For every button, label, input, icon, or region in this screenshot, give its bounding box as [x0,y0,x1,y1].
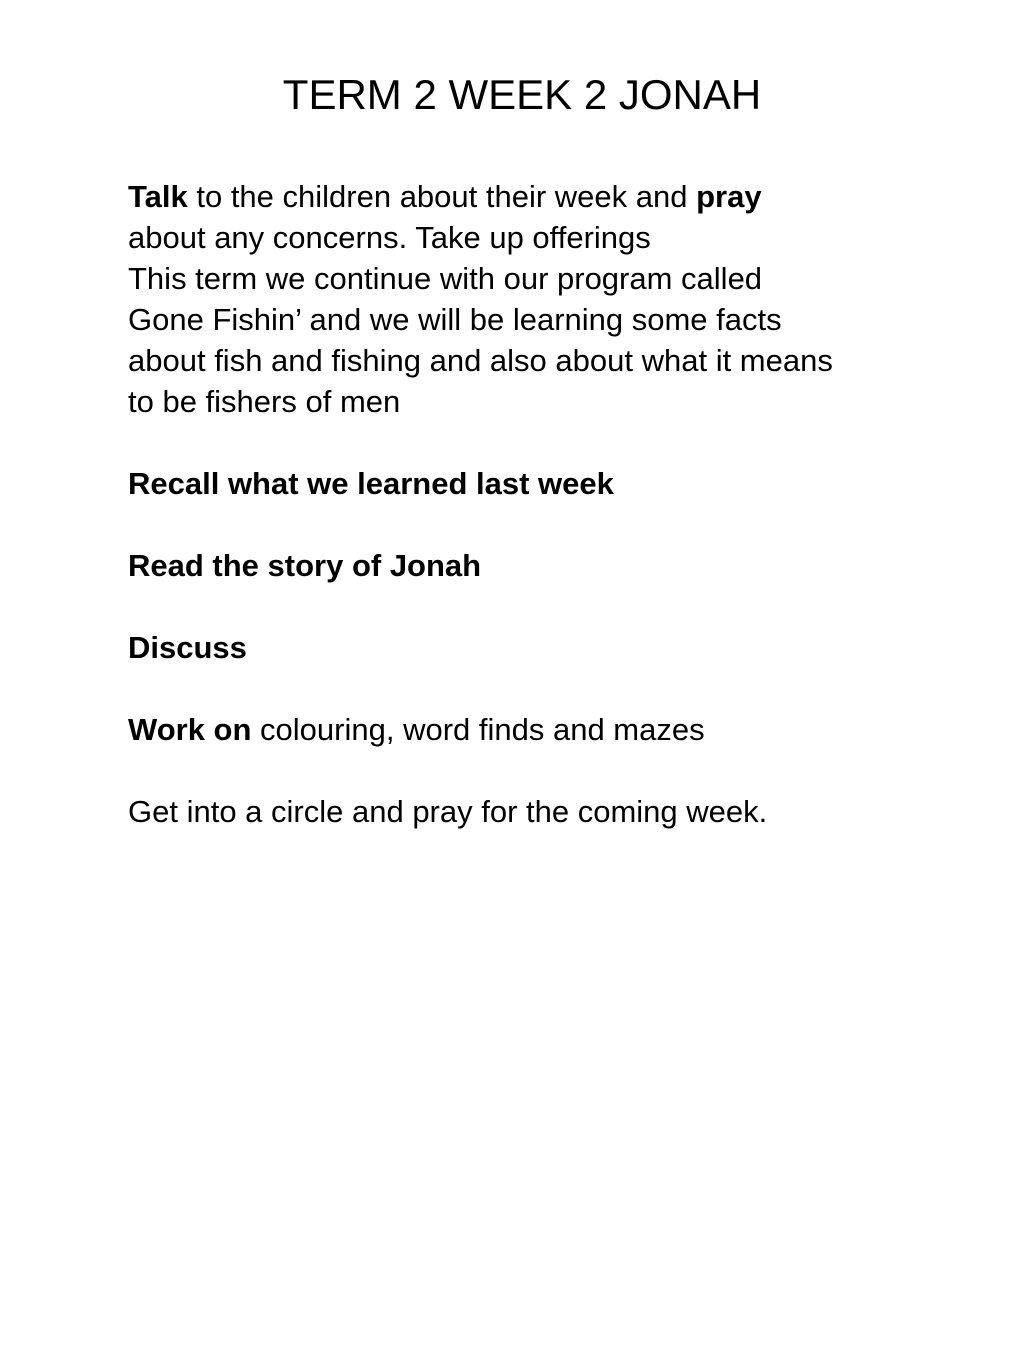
read-text: Read the story of Jonah [128,548,482,583]
intro-line-2: about any concerns. Take up offerings [128,220,651,255]
talk-keyword: Talk [128,179,188,214]
work-keyword: Work on [128,712,252,747]
spacer [128,668,988,709]
discuss-text: Discuss [128,630,247,665]
intro-line-1 [128,176,988,217]
intro-line-5: about fish and fishing and also about what it means [128,343,833,378]
recall-heading [128,463,988,504]
read-heading [128,545,988,586]
recall-text: Recall what we learned last week [128,466,614,501]
spacer [128,750,988,791]
intro-line-6: to be fishers of men [128,384,401,419]
discuss-heading [128,627,988,668]
talk-text: to the children about their week and [187,179,697,214]
intro-line-3: This term we continue with our program called [128,261,763,296]
pray-keyword: pray [696,179,762,214]
work-line [128,709,988,750]
document-body [128,176,988,832]
work-text: colouring, word finds and mazes [251,712,705,747]
intro-line-4: Gone Fishin’ and we will be learning some facts [128,302,782,337]
spacer [128,422,988,463]
page-title: TERM 2 WEEK 2 JONAH [282,71,762,118]
closing-line: Get into a circle and pray for the coming week. [128,794,768,829]
spacer [128,504,988,545]
spacer [128,586,988,627]
